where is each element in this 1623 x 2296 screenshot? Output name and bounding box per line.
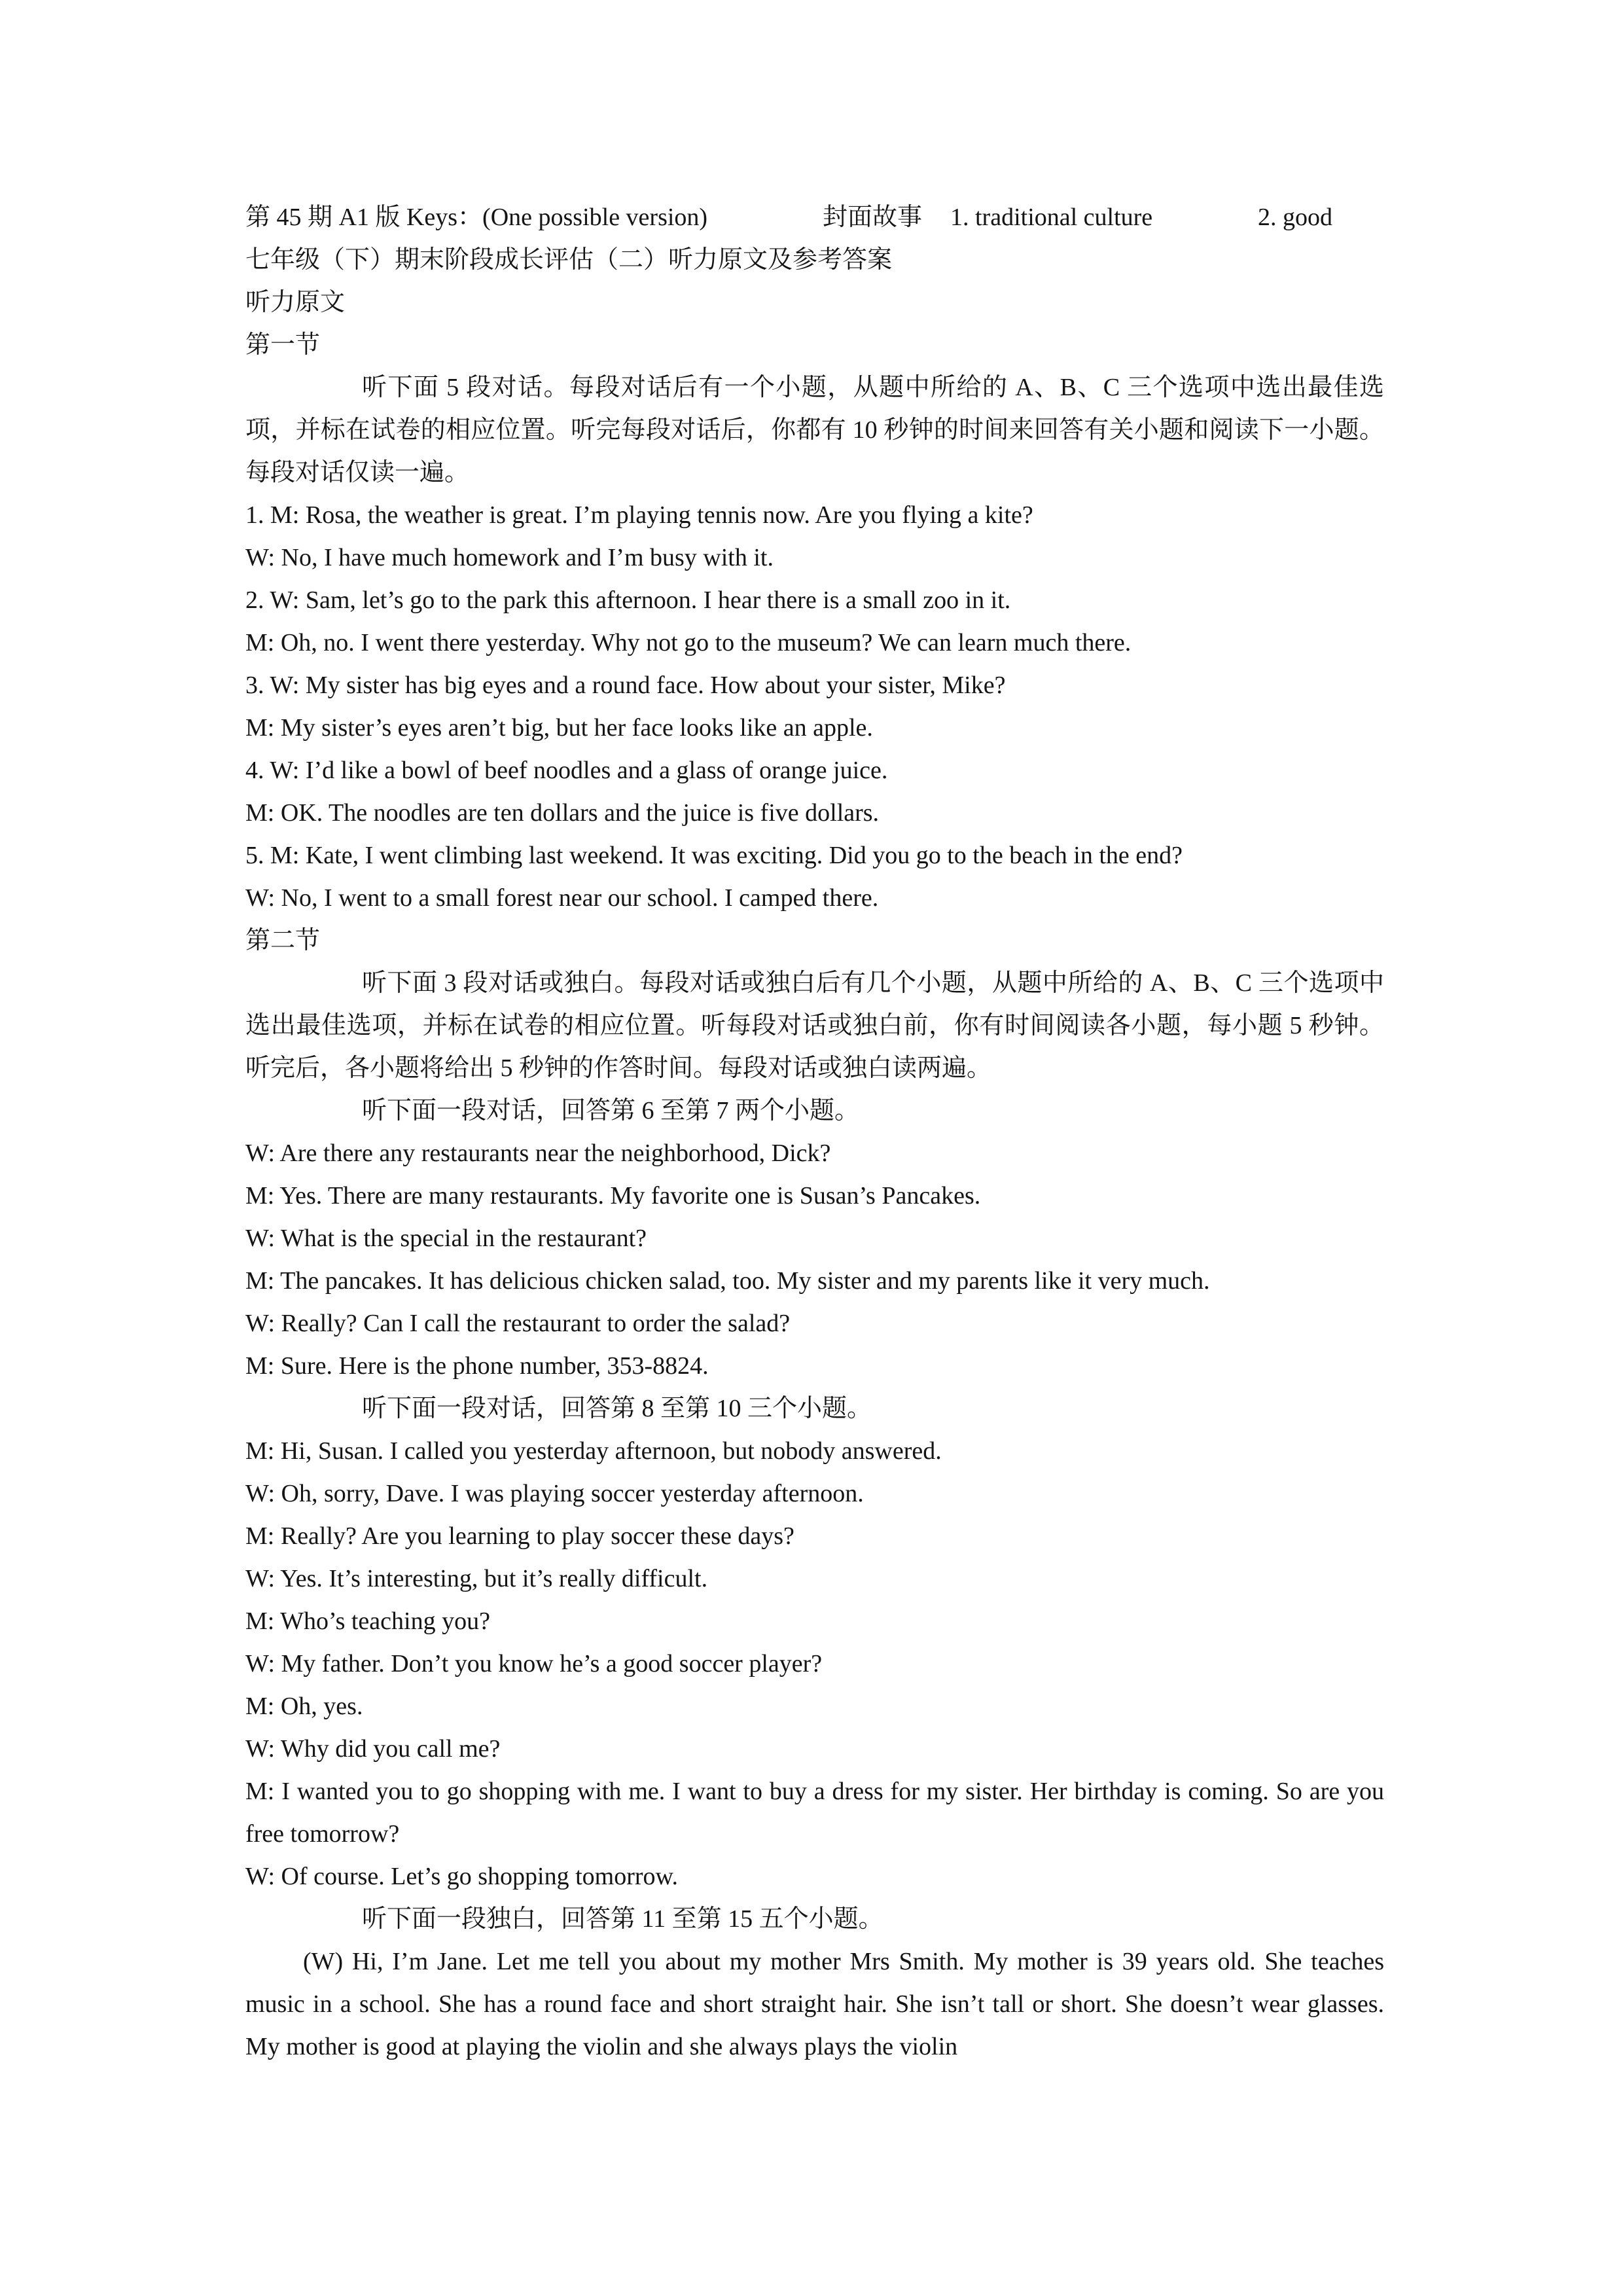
issue-label: 第 45 期 A1 版 Keys：(One possible version) — [245, 204, 708, 231]
dialogue-line: M: Oh, no. I went there yesterday. Why not go to the museum? We can learn much there. — [245, 629, 1132, 656]
section-2-heading: 第二节 — [245, 927, 321, 954]
monologue-intro: 听下面一段独白，回答第 11 至第 15 五个小题。 — [362, 1905, 883, 1933]
dialogue-line: W: Are there any restaurants near the neighborhood, Dick? — [245, 1139, 831, 1167]
section-2-instructions: 听下面 3 段对话或独白。每段对话或独白后有几个小题，从题中所给的 A、B、C 三个选项中选出最佳选项，并标在试卷的相应位置。听每段对话或独白前，你有时间阅读各小题，每小题 5 秒钟。听完后，各小题将给出 5 秒钟的作答时间。每段对话或独白读两遍。 — [245, 969, 1384, 1082]
dialogue-line: W: Of course. Let’s go shopping tomorrow. — [245, 1863, 679, 1890]
dialogue-2 — [245, 1430, 1384, 1898]
dialogue-line: W: Really? Can I call the restaurant to order the salad? — [245, 1310, 791, 1337]
dialogue-line: W: My father. Don’t you know he’s a good soccer player? — [245, 1650, 823, 1677]
document-page — [245, 196, 1384, 2068]
dialogue-line: 5. M: Kate, I went climbing last weekend. It was exciting. Did you go to the beach in the end? — [245, 842, 1183, 869]
dialogue-line: M: Oh, yes. — [245, 1693, 363, 1720]
answer-key-header — [245, 196, 1384, 239]
section-1-heading: 第一节 — [245, 331, 321, 359]
dialogue-1-intro: 听下面一段对话，回答第 6 至第 7 两个小题。 — [362, 1097, 860, 1124]
dialogue-line: 2. W: Sam, let’s go to the park this afternoon. I hear there is a small zoo in it. — [245, 586, 1011, 614]
cover-story-label: 封面故事 — [823, 204, 923, 231]
dialogue-line: M: I wanted you to go shopping with me. I want to buy a dress for my sister. Her birthday is coming. So are you free tomorrow? — [245, 1778, 1384, 1848]
dialogue-line: 3. W: My sister has big eyes and a round face. How about your sister, Mike? — [245, 672, 1006, 699]
dialogue-line: W: Why did you call me? — [245, 1735, 501, 1763]
dialogue-line: 4. W: I’d like a bowl of beef noodles and a glass of orange juice. — [245, 757, 888, 784]
dialogue-line: M: Sure. Here is the phone number, 353-8824. — [245, 1352, 709, 1380]
answer-key-2: 2. good — [1258, 204, 1332, 231]
dialogue-line: 1. M: Rosa, the weather is great. I’m playing tennis now. Are you flying a kite? — [245, 501, 1033, 529]
section-1-instructions: 听下面 5 段对话。每段对话后有一个小题，从题中所给的 A、B、C 三个选项中选出最佳选项，并标在试卷的相应位置。听完每段对话后，你都有 10 秒钟的时间来回答有关小题和阅读下一小题。每段对话仅读一遍。 — [245, 374, 1384, 486]
dialogue-1 — [245, 1132, 1384, 1388]
dialogue-line: M: Yes. There are many restaurants. My favorite one is Susan’s Pancakes. — [245, 1182, 981, 1210]
dialogue-line: M: Really? Are you learning to play soccer these days? — [245, 1522, 794, 1550]
dialogue-line: W: No, I went to a small forest near our school. I camped there. — [245, 884, 879, 912]
answer-key-1: 1. traditional culture — [950, 204, 1153, 231]
dialogue-line: M: OK. The noodles are ten dollars and the juice is five dollars. — [245, 799, 880, 827]
dialogue-line: W: Yes. It’s interesting, but it’s really difficult. — [245, 1565, 708, 1592]
dialogue-line: W: What is the special in the restaurant? — [245, 1225, 647, 1252]
dialogue-line: M: My sister’s eyes aren’t big, but her face looks like an apple. — [245, 714, 873, 742]
dialogue-line: M: Who’s teaching you? — [245, 1607, 490, 1635]
dialogue-line: W: No, I have much homework and I’m busy with it. — [245, 544, 774, 571]
transcript-label: 听力原文 — [245, 289, 346, 316]
dialogue-line: W: Oh, sorry, Dave. I was playing soccer yesterday afternoon. — [245, 1480, 864, 1507]
section-1-dialogues — [245, 494, 1384, 920]
monologue-text: (W) Hi, I’m Jane. Let me tell you about my mother Mrs Smith. My mother is 39 years old. She teaches music in a school. She has a round face and short straight hair. She isn’t tall or short. She doesn’t wear glasses. My mother is good at playing the violin and she always plays the violin — [245, 1948, 1384, 2060]
dialogue-line: M: Hi, Susan. I called you yesterday afternoon, but nobody answered. — [245, 1437, 942, 1465]
dialogue-line: M: The pancakes. It has delicious chicken salad, too. My sister and my parents like it very much. — [245, 1267, 1210, 1295]
dialogue-2-intro: 听下面一段对话，回答第 8 至第 10 三个小题。 — [362, 1395, 872, 1422]
document-title: 七年级（下）期末阶段成长评估（二）听力原文及参考答案 — [245, 246, 893, 274]
